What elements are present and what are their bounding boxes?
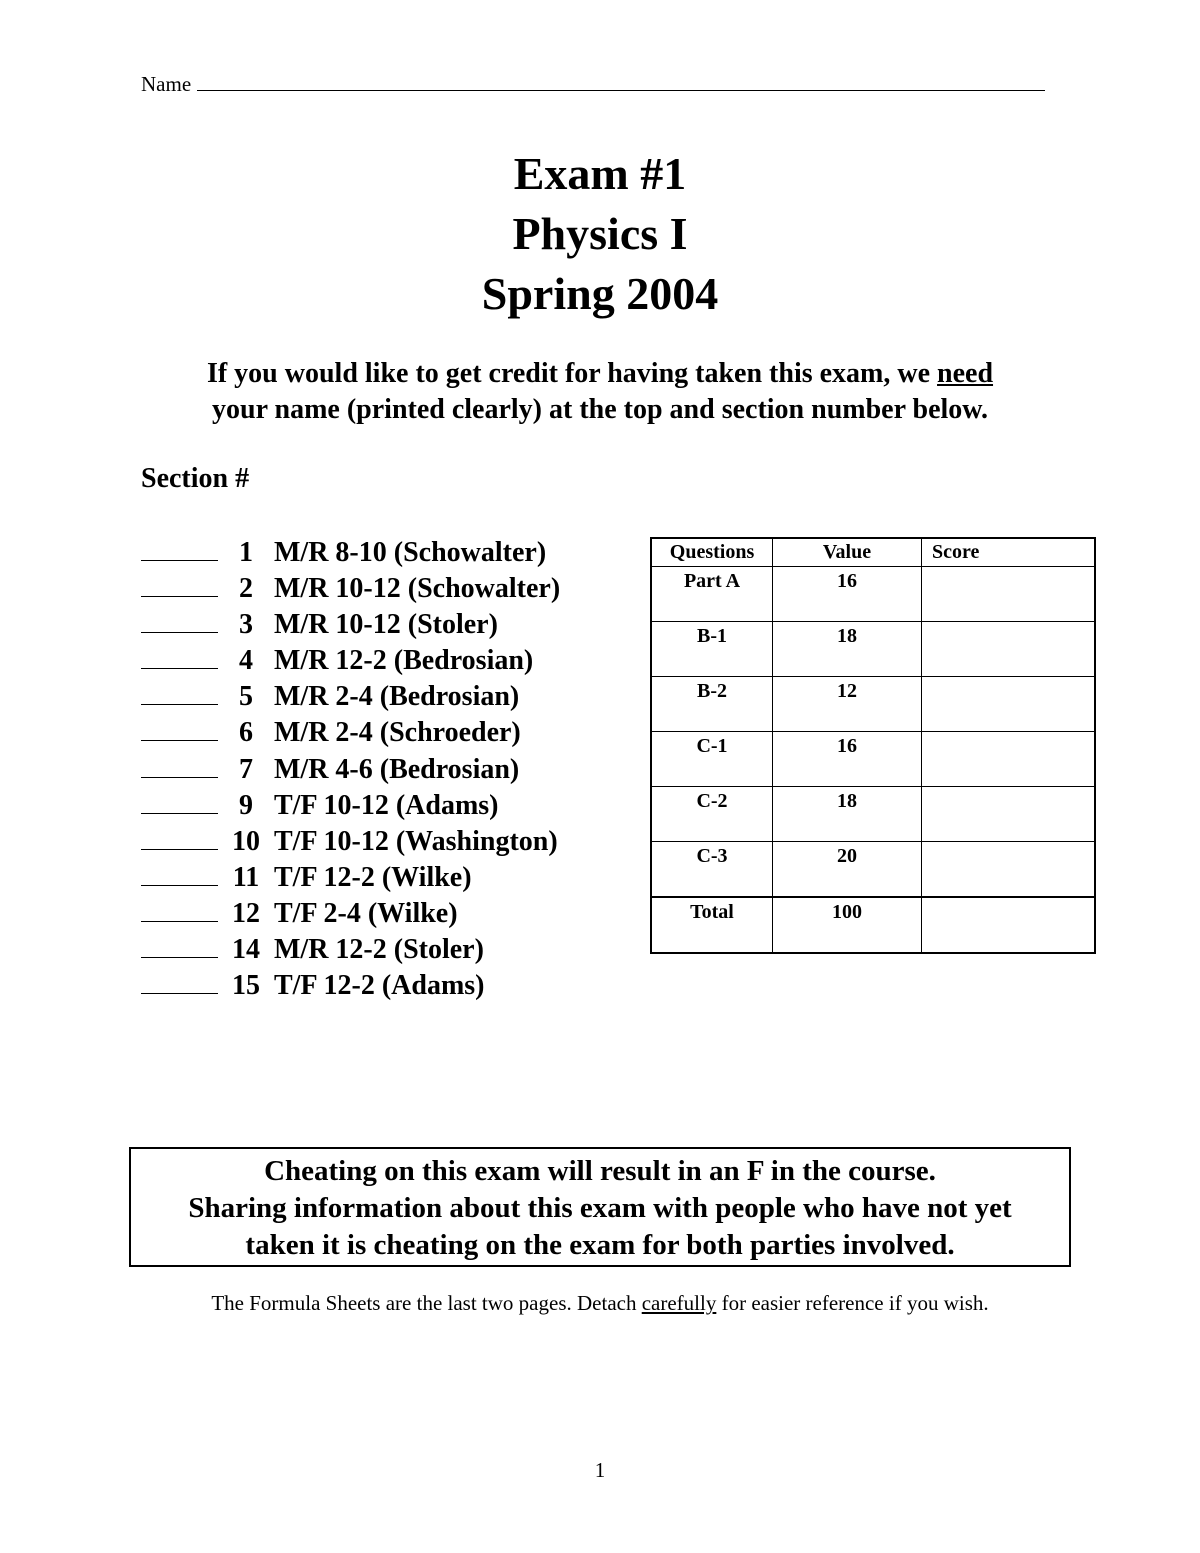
section-item — [141, 933, 560, 969]
question-cell: Part A — [651, 567, 773, 622]
formula-note-carefully: carefully — [641, 1291, 717, 1315]
title-term: Spring 2004 — [481, 268, 719, 319]
section-number: 7 — [239, 753, 253, 785]
section-check-blank[interactable] — [141, 969, 218, 994]
section-number: 9 — [239, 789, 253, 821]
score-cell[interactable] — [922, 787, 1096, 842]
value-cell: 16 — [773, 732, 922, 787]
value-cell: 16 — [773, 567, 922, 622]
section-desc: T/F 10-12 (Washington) — [274, 825, 558, 857]
question-cell: C-3 — [651, 842, 773, 898]
section-number: 3 — [239, 609, 253, 641]
score-table — [650, 537, 1096, 954]
total-row — [651, 897, 1095, 953]
section-item — [141, 897, 560, 933]
section-desc: M/R 10-12 (Stoler) — [274, 609, 498, 641]
section-heading: Section # — [141, 463, 250, 494]
section-desc: T/F 10-12 (Adams) — [274, 789, 499, 821]
table-row — [651, 622, 1095, 677]
section-check-blank[interactable] — [141, 536, 218, 561]
question-cell: B-1 — [651, 622, 773, 677]
total-value-cell: 100 — [773, 897, 922, 953]
warning-line3: taken it is cheating on the exam for both parties involved. — [245, 1229, 955, 1261]
warning-line1: Cheating on this exam will result in an F in the course. — [264, 1155, 936, 1187]
section-number: 6 — [239, 717, 253, 749]
question-cell: C-1 — [651, 732, 773, 787]
value-cell: 12 — [773, 677, 922, 732]
value-cell: 18 — [773, 622, 922, 677]
section-item — [141, 608, 560, 644]
section-list — [141, 536, 560, 1005]
exam-title — [0, 144, 1200, 324]
section-number: 2 — [239, 573, 253, 605]
formula-sheet-note — [0, 1291, 1200, 1316]
section-number: 14 — [232, 934, 260, 966]
title-exam-number: Exam #1 — [513, 148, 687, 199]
section-item — [141, 753, 560, 789]
section-check-blank[interactable] — [141, 825, 218, 850]
section-desc: M/R 4-6 (Bedrosian) — [274, 753, 520, 785]
section-check-blank[interactable] — [141, 753, 218, 778]
section-check-blank[interactable] — [141, 716, 218, 741]
table-row — [651, 842, 1095, 898]
name-blank-line[interactable] — [197, 72, 1045, 91]
section-check-blank[interactable] — [141, 897, 218, 922]
section-item — [141, 716, 560, 752]
question-cell: B-2 — [651, 677, 773, 732]
section-number: 15 — [232, 970, 260, 1002]
header-value: Value — [773, 538, 922, 567]
credit-note-line2: your name (printed clearly) at the top and section number below. — [212, 394, 988, 425]
section-desc: M/R 10-12 (Schowalter) — [274, 573, 561, 605]
section-number: 10 — [232, 825, 260, 857]
section-item — [141, 644, 560, 680]
section-check-blank[interactable] — [141, 572, 218, 597]
score-cell[interactable] — [922, 732, 1096, 787]
section-check-blank[interactable] — [141, 933, 218, 958]
section-number: 1 — [239, 537, 253, 568]
total-score-cell[interactable] — [922, 897, 1096, 953]
score-cell[interactable] — [922, 567, 1096, 622]
section-item — [141, 572, 560, 608]
header-questions: Questions — [651, 538, 773, 567]
credit-note — [0, 356, 1200, 428]
section-number: 11 — [232, 861, 260, 893]
table-row — [651, 677, 1095, 732]
section-number: 4 — [239, 645, 253, 677]
section-check-blank[interactable] — [141, 644, 218, 669]
section-check-blank[interactable] — [141, 861, 218, 886]
section-number: 5 — [239, 681, 253, 713]
credit-note-line1 — [0, 356, 1200, 392]
section-desc: M/R 12-2 (Bedrosian) — [274, 645, 534, 677]
section-item — [141, 861, 560, 897]
section-item — [141, 789, 560, 825]
section-desc: M/R 2-4 (Bedrosian) — [274, 681, 520, 713]
value-cell: 20 — [773, 842, 922, 898]
credit-note-line1-text: If you would like to get credit for having taken this exam, we — [206, 358, 938, 389]
section-desc: T/F 12-2 (Adams) — [274, 970, 485, 1002]
section-item — [141, 536, 560, 572]
section-number: 12 — [232, 897, 260, 929]
score-cell[interactable] — [922, 677, 1096, 732]
name-label: Name — [141, 72, 192, 96]
table-row — [651, 567, 1095, 622]
score-table-header-row — [651, 538, 1095, 567]
table-row — [651, 732, 1095, 787]
cheating-warning-box — [129, 1147, 1071, 1267]
title-course: Physics I — [512, 208, 688, 259]
section-desc: M/R 2-4 (Schroeder) — [274, 717, 521, 749]
section-item — [141, 969, 560, 1005]
section-desc: M/R 8-10 (Schowalter) — [274, 537, 547, 568]
score-cell[interactable] — [922, 622, 1096, 677]
section-check-blank[interactable] — [141, 608, 218, 633]
section-check-blank[interactable] — [141, 680, 218, 705]
total-label-cell: Total — [651, 897, 773, 953]
header-score: Score — [922, 538, 1096, 567]
section-desc: M/R 12-2 (Stoler) — [274, 934, 484, 966]
section-item — [141, 680, 560, 716]
section-item — [141, 825, 560, 861]
section-desc: T/F 2-4 (Wilke) — [274, 897, 458, 929]
formula-note-after: for easier reference if you wish. — [716, 1291, 989, 1315]
warning-line2: Sharing information about this exam with people who have not yet — [188, 1192, 1012, 1224]
question-cell: C-2 — [651, 787, 773, 842]
value-cell: 18 — [773, 787, 922, 842]
formula-note-before: The Formula Sheets are the last two pages. Detach — [211, 1291, 642, 1315]
page-number: 1 — [594, 1458, 606, 1482]
credit-note-need: need — [937, 358, 994, 389]
section-check-blank[interactable] — [141, 789, 218, 814]
section-desc: T/F 12-2 (Wilke) — [274, 861, 472, 893]
name-row — [141, 72, 1045, 97]
score-cell[interactable] — [922, 842, 1096, 898]
table-row — [651, 787, 1095, 842]
